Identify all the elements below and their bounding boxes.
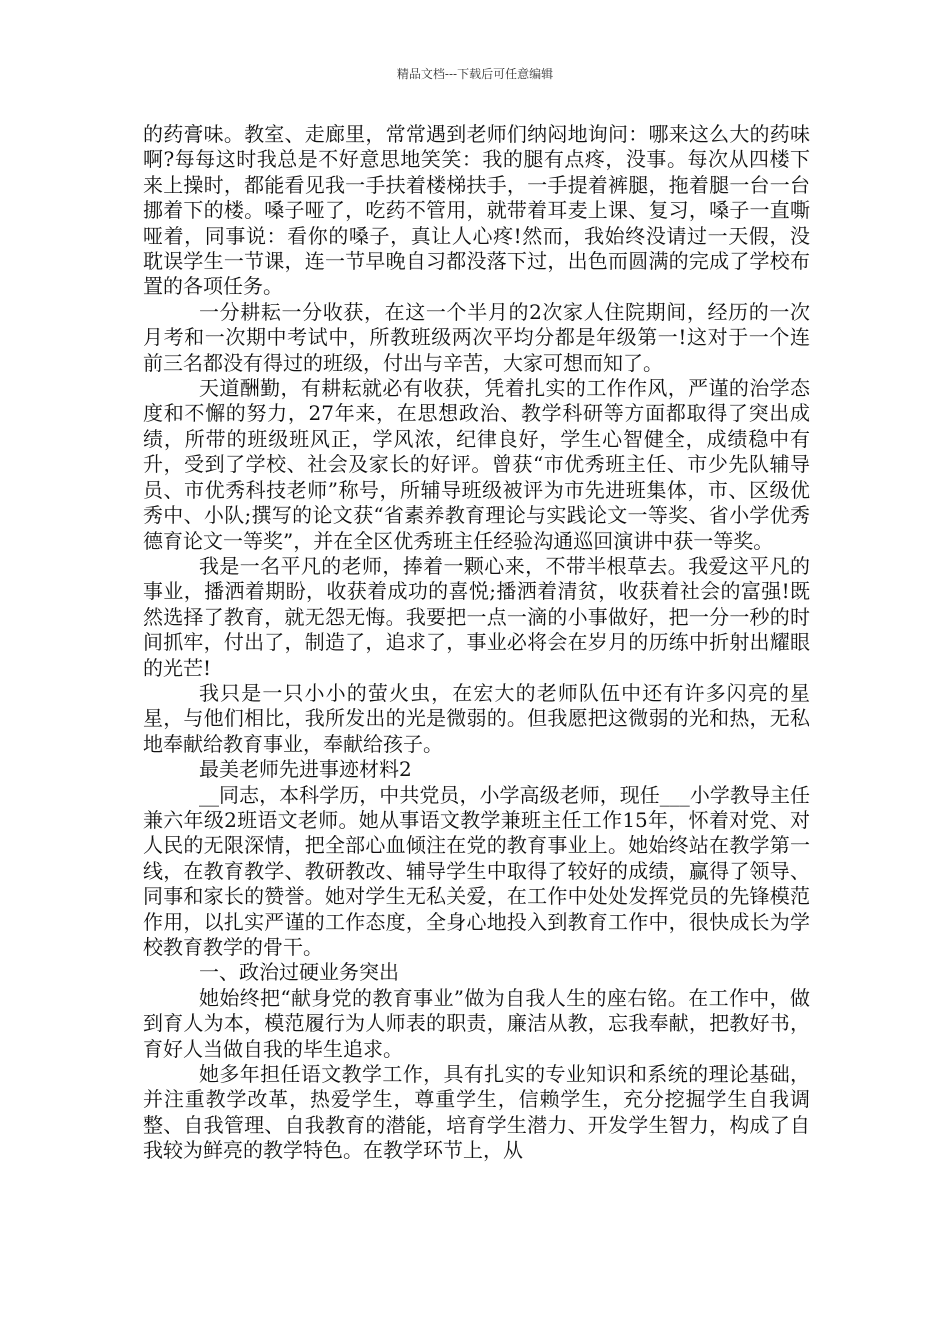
document-body [143, 122, 810, 1164]
paragraph: __同志，本科学历，中共党员，小学高级老师，现任___小学教导主任兼六年级2班语文老师。她从事语文教学兼班主任工作15年，怀着对党、对人民的无限深情，把全部心血倾注在党的教育事业上。她始终站在教学第一线，在教育教学、教研教改、辅导学生中取得了较好的成绩，赢得了领导、同事和家长的赞誉。她对学生无私关爱，在工作中处处发挥党员的先锋模范作用，以扎实严谨的工作态度，全身心地投入到教育工作中，很快成长为学校教育教学的骨干。 [143, 782, 810, 959]
section-title: 最美老师先进事迹材料2 [199, 757, 412, 782]
paragraph: 她多年担任语文教学工作，具有扎实的专业知识和系统的理论基础，并注重教学改革，热爱学生，尊重学生，信赖学生，充分挖掘学生自我调整、自我管理、自我教育的潜能，培育学生潜力、开发学生智力，构成了自我较为鲜亮的教学特色。在教学环节上，从 [143, 1062, 810, 1163]
paragraph: 天道酬勤，有耕耘就必有收获，凭着扎实的工作作风，严谨的治学态度和不懈的努力，27年来，在思想政治、教学科研等方面都取得了突出成绩，所带的班级班风正，学风浓，纪律良好，学生心智健全，成绩稳中有升，受到了学校、社会及家长的好评。曾获“市优秀班主任、市少先队辅导员、市优秀科技老师”称号，所辅导班级被评为市先进班集体，市、区级优秀中、小队;撰写的论文获“省素养教育理论与实践论文一等奖、省小学优秀德育论文一等奖”，并在全区优秀班主任经验沟通巡回演讲中获一等奖。 [143, 376, 810, 553]
paragraph: 她始终把“献身党的教育事业”做为自我人生的座右铭。在工作中，做到育人为本，模范履行为人师表的职责，廉洁从教，忘我奉献，把教好书，育好人当做自我的毕生追求。 [143, 985, 810, 1061]
paragraph-continuation: 的药膏味。教室、走廊里，常常遇到老师们纳闷地询问：哪来这么大的药味啊?每每这时我总是不好意思地笑笑：我的腿有点疼，没事。每次从四楼下来上操时，都能看见我一手扶着楼梯扶手，一手提着裤腿，拖着腿一台一台挪着下的楼。嗓子哑了，吃药不管用，就带着耳麦上课、复习，嗓子一直嘶哑着，同事说：看你的嗓子，真让人心疼!然而，我始终没请过一天假，没耽误学生一节课，连一节早晚自习都没落下过，出色而圆满的完成了学校布置的各项任务。 [143, 122, 810, 299]
paragraph: 我只是一只小小的萤火虫，在宏大的老师队伍中还有许多闪亮的星星，与他们相比，我所发出的光是微弱的。但我愿把这微弱的光和热，无私地奉献给教育事业，奉献给孩子。 [143, 680, 810, 756]
page-header: 精品文档---下载后可任意编辑 [396, 67, 554, 81]
paragraph: 我是一名平凡的老师，捧着一颗心来，不带半根草去。我爱这平凡的事业，播洒着期盼，收获着成功的喜悦;播洒着清贫，收获着社会的富强!既然选择了教育，就无怨无悔。我要把一点一滴的小事做好，把一分一秒的时间抓牢，付出了，制造了，追求了，事业必将会在岁月的历练中折射出耀眼的光芒! [143, 553, 810, 680]
paragraph: 一分耕耘一分收获，在这一个半月的2次家人住院期间，经历的一次月考和一次期中考试中，所教班级两次平均分都是年级第一!这对于一个连前三名都没有得过的班级，付出与辛苦，大家可想而知了。 [143, 299, 810, 375]
section-heading: 一、政治过硬业务突出 [199, 960, 399, 985]
